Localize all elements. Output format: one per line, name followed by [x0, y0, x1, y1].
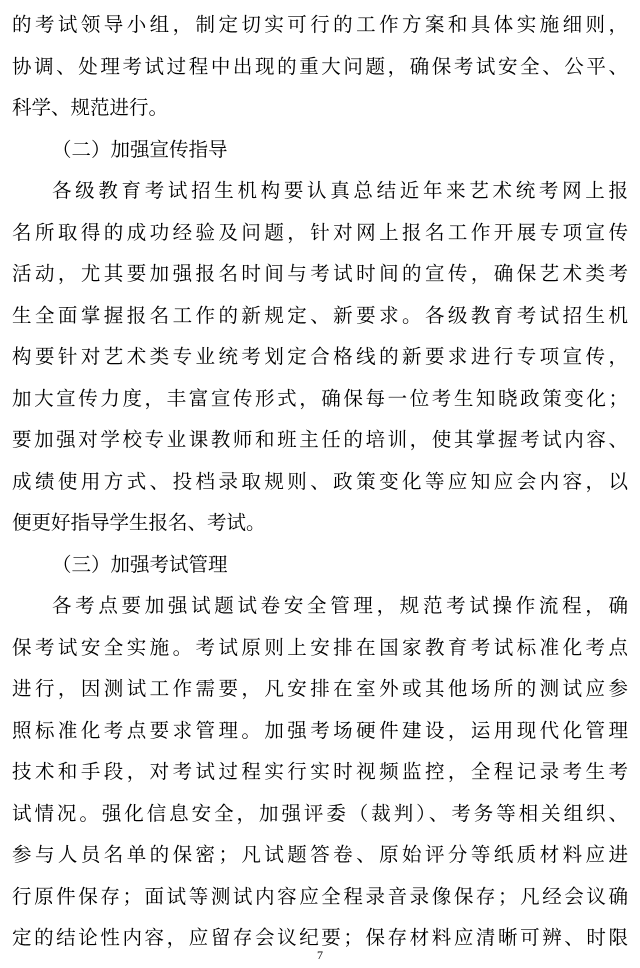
paragraph-line: 协调、处理考试过程中出现的重大问题，确保考试安全、公平、	[12, 54, 628, 78]
paragraph-line: 生全面掌握报名工作的新规定、新要求。各级教育考试招生机	[12, 303, 628, 327]
paragraph-line: 构要针对艺术类专业统考划定合格线的新要求进行专项宣传，	[12, 345, 628, 368]
paragraph-line: 便更好指导学生报名、考试。	[12, 511, 266, 534]
paragraph-line: 各考点要加强试题试卷安全管理，规范考试操作流程，确	[52, 594, 628, 617]
paragraph-line: 加大宣传力度，丰富宣传形式，确保每一位考生知晓政策变化；	[12, 386, 628, 410]
paragraph-line: 技术和手段，对考试过程实行实时视频监控，全程记录考生考	[12, 760, 628, 783]
paragraph-line: 行原件保存；面试等测试内容应全程录音录像保存；凡经会议确	[12, 884, 628, 908]
paragraph-line: 定的结论性内容，应留存会议纪要；保存材料应清晰可辨、时限	[12, 926, 628, 949]
body-text	[12, 4, 628, 959]
paragraph-line: 保考试安全实施。考试原则上安排在国家教育考试标准化考点	[12, 635, 628, 659]
paragraph-line: 试情况。强化信息安全，加强评委（裁判）、考务等相关组织、	[12, 801, 628, 825]
section-heading-2: （二）加强宣传指导	[52, 137, 228, 161]
paragraph-line: 各级教育考试招生机构要认真总结近年来艺术统考网上报	[52, 179, 628, 202]
paragraph-line: 名所取得的成功经验及问题，针对网上报名工作开展专项宣传	[12, 220, 628, 244]
section-heading-3: （三）加强考试管理	[52, 552, 228, 576]
paragraph-line: 照标准化考点要求管理。加强考场硬件建设，运用现代化管理	[12, 718, 628, 742]
paragraph-line: 要加强对学校专业课教师和班主任的培训，使其掌握考试内容、	[12, 428, 628, 451]
paragraph-line: 参与人员名单的保密；凡试题答卷、原始评分等纸质材料应进	[12, 843, 628, 866]
paragraph-line: 科学、规范进行。	[12, 96, 169, 119]
paragraph-line: 成绩使用方式、投档录取规则、政策变化等应知应会内容，以	[12, 469, 628, 493]
paragraph-line: 进行，因测试工作需要，凡安排在室外或其他场所的测试应参	[12, 677, 628, 700]
paragraph-line: 的考试领导小组，制定切实可行的工作方案和具体实施细则，	[12, 13, 628, 36]
paragraph-line: 活动，尤其要加强报名时间与考试时间的宣传，确保艺术类考	[12, 262, 628, 285]
page-number: 7	[317, 948, 323, 962]
